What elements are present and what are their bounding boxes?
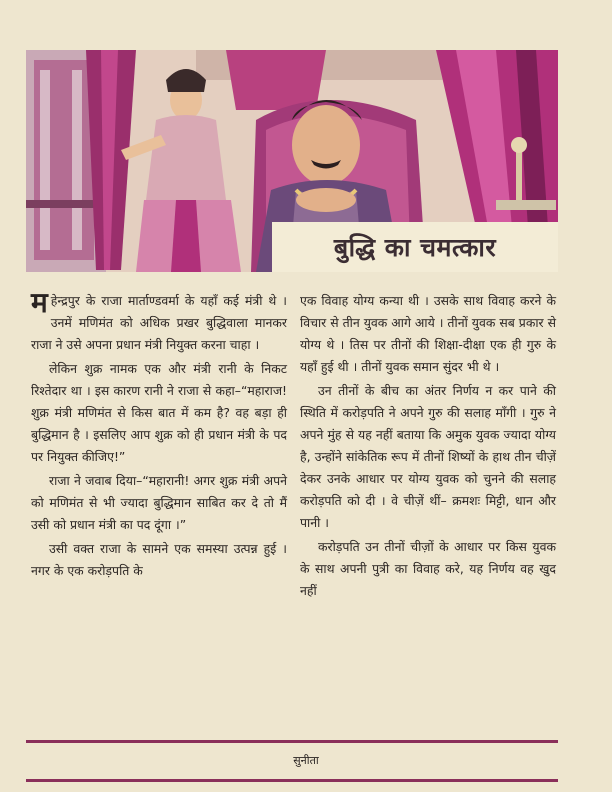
paragraph-6: उन तीनों के बीच का अंतर निर्णय न कर पाने की स्थिति में करोड़पति ने अपने गुरु की सलाह माँगी । गुरु ने अपने मुंह से यह नहीं बताया कि अमुक युवक ज्यादा योग्य है, उन्होंने सांकेतिक रूप में तीनों शिष्यों के हाथ तीन चीज़ें देकर उनके आधार पर योग्य युवक को चुनने की सलाह करोड़पति को दी । वे चीज़ें थीं– क्रमशः मिट्टी, धान और पानी । bbox=[300, 383, 556, 530]
paragraph-1: महेन्द्रपुर के राजा मार्ताण्डवर्मा के यहाँ कई मंत्री थे । उनमें मणिमंत को अधिक प्रखर बुद्धिवाला मानकर राजा ने उसे अपना प्रधान मंत्री नियुक्त करना चाहा । bbox=[31, 286, 287, 352]
left-column bbox=[31, 286, 287, 584]
magazine-name: सुनीता bbox=[293, 754, 319, 767]
paragraph-2: लेकिन शुक्र नामक एक और मंत्री रानी के निकट रिश्तेदार था । इस कारण रानी ने राजा से कहा–“महाराज! शुक्र मंत्री मणिमंत से किस बात में कम है? वह बड़ा ही बुद्धिमान है । इसलिए आप शुक्र को ही प्रधान मंत्री के पद पर नियुक्त कीजिए!” bbox=[31, 361, 287, 464]
paragraph-3: राजा ने जवाब दिया–“महारानी! अगर शुक्र मंत्री अपने को मणिमंत से भी ज्यादा बुद्धिमान साबित कर दे तो मैं उसी को प्रधान मंत्री का पद दूंगा ।” bbox=[31, 473, 287, 532]
story-title: बुद्धि का चमत्कार bbox=[333, 233, 497, 262]
right-column bbox=[300, 290, 556, 604]
story-title-panel bbox=[272, 222, 558, 272]
drop-cap: म bbox=[31, 286, 48, 319]
footer-rule-bottom bbox=[26, 779, 558, 782]
paragraph-7: करोड़पति उन तीनों चीज़ों के आधार पर किस युवक के साथ अपनी पुत्री का विवाह करे, यह निर्णय वह खुद नहीं bbox=[300, 539, 556, 598]
footer-rule-top bbox=[26, 740, 558, 743]
paragraph-4: उसी वक्त राजा के सामने एक समस्या उत्पन्न हुई । नगर के एक करोड़पति के bbox=[31, 541, 287, 578]
paragraph-5: एक विवाह योग्य कन्या थी । उसके साथ विवाह करने के विचार से तीन युवक आगे आये । तीनों युवक सब प्रकार से योग्य थे । तिस पर तीनों की शिक्षा-दीक्षा एक ही गुरु के यहाँ हुई थी । तीनों युवक समान सुंदर भी थे । bbox=[300, 293, 556, 374]
